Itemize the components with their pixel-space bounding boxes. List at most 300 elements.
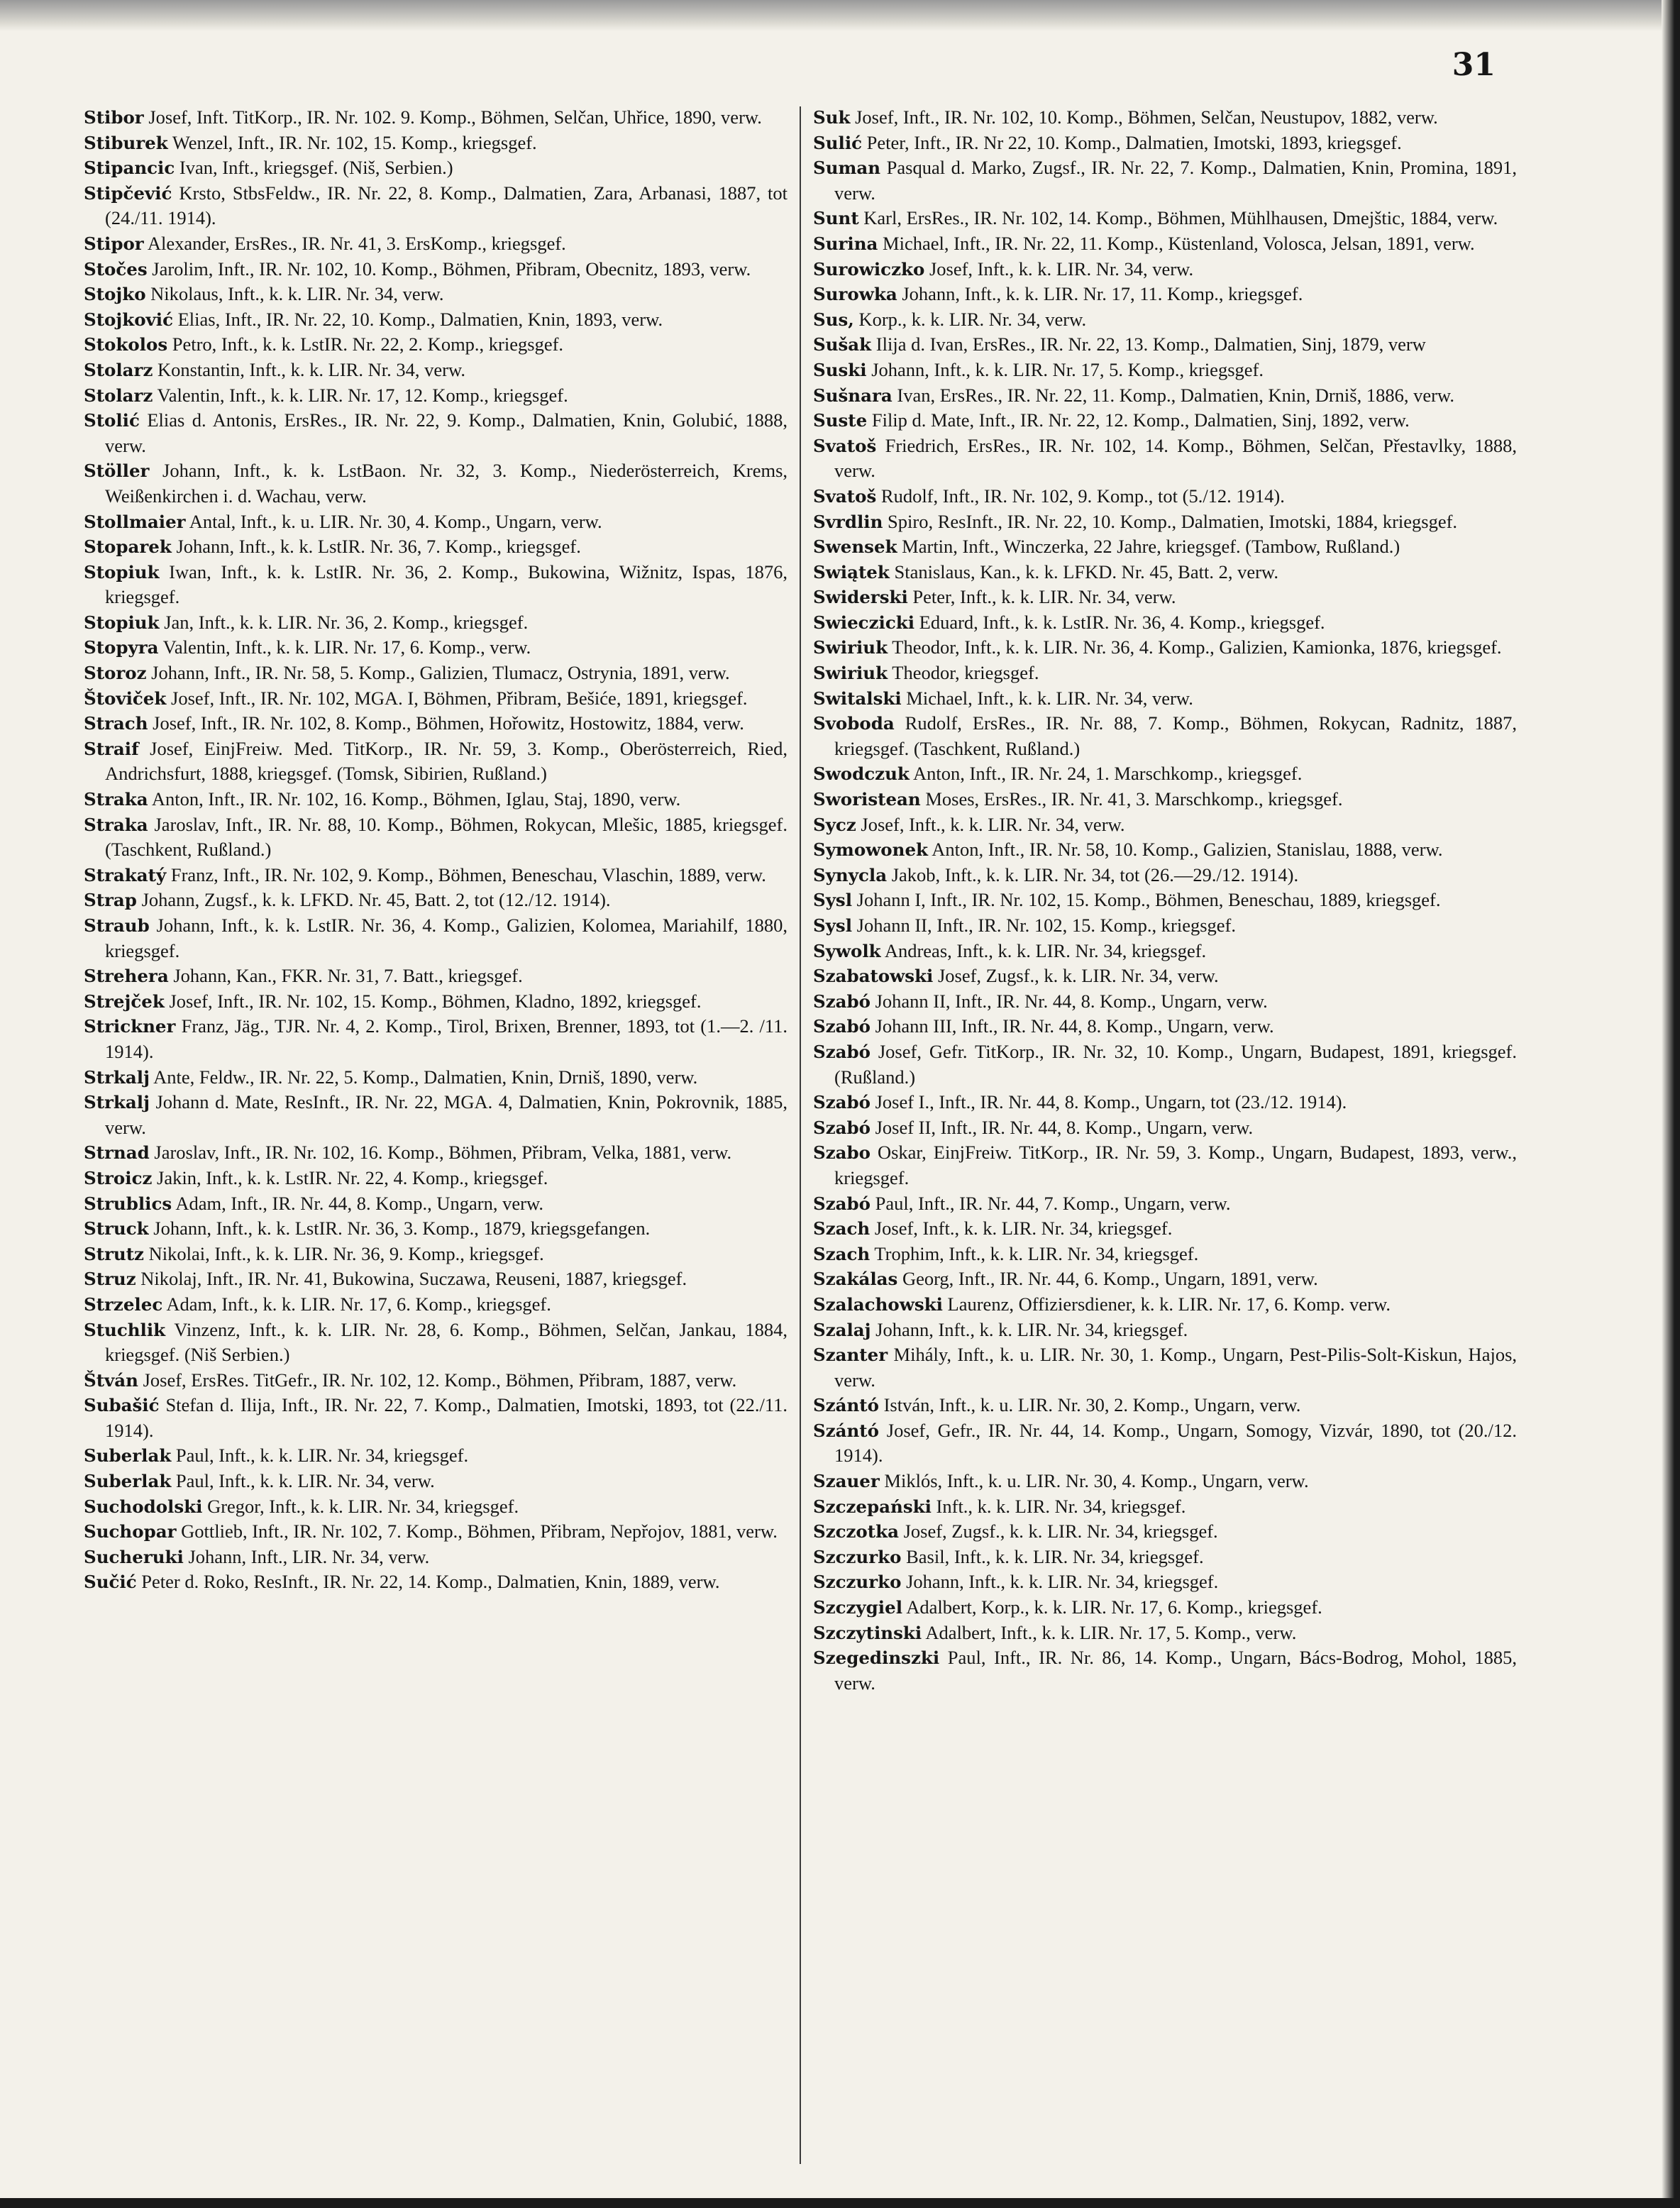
entry-details: Adalbert, Korp., k. k. LIR. Nr. 17, 6. Komp., kriegsgef. (906, 1596, 1322, 1618)
list-item (813, 257, 1517, 282)
entry-surname: Stopiuk (84, 612, 160, 633)
entry-details: Ivan, ErsRes., IR. Nr. 22, 11. Komp., Dalmatien, Knin, Drniš, 1886, verw. (897, 384, 1454, 406)
entry-details: Nikolaus, Inft., k. k. LIR. Nr. 34, verw. (150, 283, 444, 305)
list-item (813, 332, 1517, 358)
entry-surname: Stokolos (84, 334, 168, 355)
list-item (813, 913, 1517, 939)
entry-details: Ante, Feldw., IR. Nr. 22, 5. Komp., Dalmatien, Knin, Drniš, 1890, verw. (153, 1066, 698, 1088)
entry-details: Franz, Jäg., TJR. Nr. 4, 2. Komp., Tirol, Brixen, Brenner, 1893, tot (1.—2. /11. 1914). (105, 1015, 788, 1062)
entry-details: Rudolf, Inft., IR. Nr. 102, 9. Komp., tot (5./12. 1914). (880, 485, 1285, 507)
list-item (813, 1318, 1517, 1343)
list-item (84, 1469, 788, 1494)
list-item (84, 610, 788, 636)
entry-details: Peter, Inft., k. k. LIR. Nr. 34, verw. (912, 586, 1176, 608)
entry-surname: Stiburek (84, 132, 168, 153)
entry-details: Josef, Inft., IR. Nr. 102, 8. Komp., Böhmen, Hořowitz, Hostowitz, 1884, verw. (153, 712, 744, 734)
entry-surname: Szalachowski (813, 1293, 943, 1315)
list-item (813, 711, 1517, 761)
entry-surname: Szabo (813, 1142, 871, 1164)
entry-surname: Swiriuk (813, 637, 888, 658)
entry-surname: Szczygiel (813, 1597, 903, 1618)
list-item (813, 888, 1517, 913)
list-item (84, 1545, 788, 1570)
entry-surname: Stopyra (84, 637, 159, 658)
entry-details: Inft., k. k. LIR. Nr. 34, kriegsgef. (936, 1495, 1186, 1517)
entry-surname: Struz (84, 1269, 136, 1290)
entry-surname: Szauer (813, 1471, 880, 1492)
entry-surname: Sworistean (813, 789, 921, 810)
list-item (84, 1443, 788, 1469)
entry-surname: Szalaj (813, 1319, 871, 1340)
entry-surname: Symowonek (813, 839, 929, 861)
entry-surname: Suchopar (84, 1521, 177, 1542)
entry-details: Adam, Inft., k. k. LIR. Nr. 17, 6. Komp., kriegsgef. (166, 1293, 551, 1315)
entry-details: Elias, Inft., IR. Nr. 22, 10. Komp., Dalmatien, Knin, 1893, verw. (177, 308, 663, 330)
entry-details: Filip d. Mate, Inft., IR. Nr. 22, 12. Komp., Dalmatien, Sinj, 1892, verw. (871, 409, 1410, 431)
entry-details: Friedrich, ErsRes., IR. Nr. 102, 14. Komp., Böhmen, Selčan, Přestavlky, 1888, verw. (834, 434, 1518, 482)
list-item (813, 964, 1517, 989)
entry-details: Johann, Inft., LIR. Nr. 34, verw. (188, 1545, 430, 1567)
entry-details: Karl, ErsRes., IR. Nr. 102, 14. Komp., Böhmen, Mühlhausen, Dmejštic, 1884, verw. (863, 207, 1498, 229)
entry-details: Josef, Inft., k. k. LIR. Nr. 34, verw. (861, 813, 1125, 835)
column-divider (800, 106, 801, 2164)
list-item (813, 1595, 1517, 1621)
list-item (84, 560, 788, 610)
entry-details: Valentin, Inft., k. k. LIR. Nr. 17, 6. Komp., verw. (162, 636, 531, 658)
entry-details: Stanislaus, Kan., k. k. LFKD. Nr. 45, Batt. 2, verw. (894, 561, 1278, 583)
entry-surname: Stojko (84, 284, 146, 305)
page-number: 31 (1452, 47, 1496, 83)
entry-surname: Strickner (84, 1016, 176, 1037)
list-item (84, 1368, 788, 1393)
entry-surname: Szabó (813, 1193, 871, 1214)
entry-surname: Stolarz (84, 359, 153, 380)
entry-surname: Strakatý (84, 864, 167, 885)
list-item (84, 181, 788, 231)
list-item (84, 458, 788, 509)
list-item (84, 1166, 788, 1191)
entry-surname: Strejček (84, 990, 165, 1012)
entry-details: Theodor, kriegsgef. (892, 662, 1039, 684)
list-item (84, 1494, 788, 1520)
entry-details: Josef, Inft. TitKorp., IR. Nr. 102. 9. Komp., Böhmen, Selčan, Uhřice, 1890, verw. (148, 106, 762, 128)
entry-surname: Strkalj (84, 1092, 150, 1113)
entry-surname: Szczytinski (813, 1622, 922, 1643)
entry-details: Josef, Inft., k. k. LIR. Nr. 34, verw. (929, 258, 1194, 280)
list-item (84, 383, 788, 409)
list-item (813, 1393, 1517, 1418)
entry-details: Jakin, Inft., k. k. LstIR. Nr. 22, 4. Komp., kriegsgef. (157, 1166, 548, 1188)
entry-surname: Szabó (813, 1117, 871, 1138)
list-item (84, 913, 788, 964)
entry-details: Konstantin, Inft., k. k. LIR. Nr. 34, verw. (157, 358, 465, 380)
entry-surname: Suchodolski (84, 1496, 203, 1517)
list-item (813, 383, 1517, 409)
entry-details: Gregor, Inft., k. k. LIR. Nr. 34, kriegsgef. (207, 1495, 519, 1517)
entry-surname: Strap (84, 890, 137, 911)
entry-surname: Suski (813, 359, 867, 380)
list-item (813, 560, 1517, 585)
entry-details: Stefan d. Ilija, Inft., IR. Nr. 22, 7. Komp., Dalmatien, Imotski, 1893, tot (22./11. 1914). (105, 1394, 788, 1441)
entry-details: Johann II, Inft., IR. Nr. 44, 8. Komp., Ungarn, verw. (875, 990, 1268, 1012)
entry-details: Johann, Inft., k. k. LstIR. Nr. 36, 7. Komp., kriegsgef. (176, 536, 581, 558)
entry-details: Paul, Inft., k. k. LIR. Nr. 34, verw. (175, 1470, 435, 1492)
list-item (813, 1645, 1517, 1696)
entry-surname: Strnad (84, 1142, 150, 1164)
list-item (84, 1090, 788, 1140)
list-item (84, 1065, 788, 1091)
list-item (84, 307, 788, 333)
entry-details: Josef, Inft., IR. Nr. 102, 15. Komp., Böhmen, Kladno, 1892, kriegsgef. (169, 990, 702, 1012)
entry-surname: Štván (84, 1369, 138, 1391)
entry-surname: Sucheruki (84, 1546, 184, 1567)
entry-details: Paul, Inft., IR. Nr. 44, 7. Komp., Ungarn, verw. (875, 1192, 1231, 1214)
entry-surname: Svatoš (813, 435, 877, 456)
entry-surname: Straif (84, 738, 139, 759)
entry-details: Wenzel, Inft., IR. Nr. 102, 15. Komp., kriegsgef. (172, 131, 537, 153)
entry-surname: Szach (813, 1218, 871, 1240)
entry-surname: Suste (813, 410, 868, 431)
entry-surname: Szántó (813, 1395, 879, 1416)
list-item (813, 1569, 1517, 1595)
list-item (84, 1191, 788, 1217)
list-item (813, 1191, 1517, 1217)
list-item (84, 964, 788, 989)
scan-top-shadow (0, 0, 1680, 31)
list-item (84, 105, 788, 131)
list-item (84, 661, 788, 686)
list-item (813, 282, 1517, 307)
entry-surname: Stočes (84, 258, 148, 280)
entry-surname: Strehera (84, 966, 169, 987)
right-column (813, 105, 1517, 1696)
entry-surname: Swiątek (813, 561, 890, 583)
entry-details: Johann, Inft., IR. Nr. 58, 5. Komp., Galizien, Tlumacz, Ostrynia, 1891, verw. (151, 662, 730, 684)
entry-surname: Suberlak (84, 1471, 172, 1492)
list-item (813, 939, 1517, 964)
entry-surname: Strkalj (84, 1066, 150, 1088)
entry-details: Michael, Inft., k. k. LIR. Nr. 34, verw. (906, 687, 1193, 709)
entry-details: Johann, Kan., FKR. Nr. 31, 7. Batt., kriegsgef. (173, 965, 523, 987)
entry-details: Anton, Inft., IR. Nr. 24, 1. Marschkomp., kriegsgef. (913, 763, 1303, 785)
entry-surname: Szántó (813, 1420, 879, 1441)
list-item (84, 989, 788, 1015)
list-item (84, 1569, 788, 1595)
entry-details: Johann, Inft., k. k. LstIR. Nr. 36, 3. Komp., 1879, kriegsgefangen. (153, 1218, 651, 1240)
entry-surname: Surowiczko (813, 258, 925, 280)
entry-details: Elias d. Antonis, ErsRes., IR. Nr. 22, 9. Komp., Dalmatien, Knin, Golubić, 1888, verw. (105, 409, 788, 456)
list-item (84, 282, 788, 307)
entry-surname: Sušnara (813, 385, 892, 406)
entry-surname: Svoboda (813, 713, 895, 734)
entry-surname: Szegedinszki (813, 1647, 940, 1669)
list-item (813, 1242, 1517, 1267)
entry-details: Josef, ErsRes. TitGefr., IR. Nr. 102, 12. Komp., Böhmen, Přibram, 1887, verw. (143, 1369, 737, 1391)
entry-surname: Sysl (813, 890, 853, 911)
left-column (84, 105, 788, 1595)
entry-surname: Szczurko (813, 1572, 902, 1593)
entry-details: Antal, Inft., k. u. LIR. Nr. 30, 4. Komp., Ungarn, verw. (189, 510, 602, 532)
list-item (84, 888, 788, 913)
entry-surname: Suberlak (84, 1445, 172, 1467)
entry-details: Valentin, Inft., k. k. LIR. Nr. 17, 12. Komp., kriegsgef. (157, 384, 568, 406)
entry-surname: Sulić (813, 132, 863, 153)
list-item (813, 863, 1517, 888)
list-item (84, 1216, 788, 1242)
entry-details: István, Inft., k. u. LIR. Nr. 30, 2. Komp., Ungarn, verw. (883, 1394, 1301, 1416)
entry-surname: Sywolk (813, 940, 881, 961)
entry-details: Josef, Gefr. TitKorp., IR. Nr. 32, 10. Komp., Ungarn, Budapest, 1891, kriegsgef. (Rußland.) (834, 1040, 1517, 1088)
entry-details: Josef, Inft., IR. Nr. 102, MGA. I, Böhmen, Přibram, Bešiće, 1891, kriegsgef. (171, 687, 748, 709)
entry-surname: Szczepański (813, 1496, 932, 1517)
entry-details: Alexander, ErsRes., IR. Nr. 41, 3. ErsKomp., kriegsgef. (147, 232, 566, 254)
list-item (84, 711, 788, 736)
entry-surname: Szczotka (813, 1521, 899, 1542)
list-item (84, 863, 788, 888)
list-item (813, 1418, 1517, 1469)
list-item (813, 1545, 1517, 1570)
list-item (813, 131, 1517, 156)
list-item (813, 231, 1517, 257)
list-item (813, 837, 1517, 863)
entry-surname: Stollmaier (84, 511, 186, 532)
entry-surname: Stroicz (84, 1167, 153, 1188)
entry-details: Moses, ErsRes., IR. Nr. 41, 3. Marschkomp., kriegsgef. (925, 788, 1343, 810)
entry-surname: Svatoš (813, 485, 877, 507)
list-item (813, 408, 1517, 434)
entry-surname: Szabatowski (813, 966, 934, 987)
entry-details: Basil, Inft., k. k. LIR. Nr. 34, kriegsgef. (906, 1545, 1204, 1567)
list-item (84, 257, 788, 282)
entry-details: Michael, Inft., IR. Nr. 22, 11. Komp., Küstenland, Volosca, Jelsan, 1891, verw. (883, 232, 1475, 254)
entry-surname: Stibor (84, 107, 144, 128)
list-item (813, 1115, 1517, 1141)
entry-details: Vinzenz, Inft., k. k. LIR. Nr. 28, 6. Komp., Böhmen, Selčan, Jankau, 1884, kriegsgef. (Niš Serbien.) (105, 1318, 788, 1366)
entry-details: Anton, Inft., IR. Nr. 102, 16. Komp., Böhmen, Iglau, Staj, 1890, verw. (151, 788, 681, 810)
entry-details: Iwan, Inft., k. k. LstIR. Nr. 36, 2. Komp., Bukowina, Wižnitz, Ispas, 1876, kriegsgef. (105, 561, 788, 608)
entry-surname: Stolarz (84, 385, 153, 406)
entry-details: Jakob, Inft., k. k. LIR. Nr. 34, tot (26.—29./12. 1914). (891, 863, 1299, 885)
entry-surname: Stipor (84, 233, 144, 254)
entry-surname: Subašić (84, 1395, 160, 1416)
entry-details: Pasqual d. Marko, Zugsf., IR. Nr. 22, 7. Komp., Dalmatien, Knin, Promina, 1891, verw. (834, 157, 1518, 204)
list-item (813, 434, 1517, 484)
entry-surname: Sycz (813, 814, 856, 835)
entry-details: Gottlieb, Inft., IR. Nr. 102, 7. Komp., Böhmen, Přibram, Nepřojov, 1881, verw. (181, 1520, 778, 1542)
entry-surname: Swensek (813, 536, 897, 558)
entry-surname: Switalski (813, 688, 902, 709)
entry-details: Jaroslav, Inft., IR. Nr. 88, 10. Komp., Böhmen, Rokycan, Mlešic, 1885, kriegsgef. (Taschkent, Rußland.) (105, 813, 788, 861)
entry-surname: Sysl (813, 915, 853, 936)
entry-surname: Synycla (813, 864, 888, 885)
entry-surname: Sus, (813, 309, 854, 330)
entry-surname: Szanter (813, 1345, 888, 1366)
entry-surname: Sunt (813, 208, 859, 229)
entry-surname: Stojković (84, 309, 173, 330)
list-item (813, 761, 1517, 787)
entry-surname: Suman (813, 158, 881, 179)
entry-details: Johann, Inft., k. k. LstBaon. Nr. 32, 3. Komp., Niederösterreich, Krems, Weißenkirchen i. d. Wachau, verw. (105, 460, 788, 507)
entry-surname: Straka (84, 789, 148, 810)
list-item (84, 1318, 788, 1368)
entry-surname: Struck (84, 1218, 149, 1240)
entry-surname: Szczurko (813, 1546, 902, 1567)
list-item (84, 1393, 788, 1443)
list-item (84, 1140, 788, 1166)
entry-details: Anton, Inft., IR. Nr. 58, 10. Komp., Galizien, Stanislau, 1888, verw. (932, 839, 1443, 861)
entry-surname: Swiriuk (813, 663, 888, 684)
entry-details: Petro, Inft., k. k. LstIR. Nr. 22, 2. Komp., kriegsgef. (172, 333, 564, 355)
list-item (813, 661, 1517, 686)
entry-surname: Stolić (84, 410, 140, 431)
entry-surname: Strzelec (84, 1293, 163, 1315)
list-item (813, 610, 1517, 636)
entry-surname: Stöller (84, 460, 150, 482)
list-item (813, 1342, 1517, 1393)
list-item (84, 686, 788, 712)
list-item (84, 408, 788, 458)
scan-bottom-edge (0, 2198, 1680, 2208)
list-item (813, 1519, 1517, 1545)
entry-details: Jarolim, Inft., IR. Nr. 102, 10. Komp., Böhmen, Přibram, Obecnitz, 1893, verw. (152, 258, 751, 280)
entry-details: Trophim, Inft., k. k. LIR. Nr. 34, kriegsgef. (874, 1242, 1199, 1264)
entry-surname: Štoviček (84, 688, 167, 709)
entry-details: Josef, Zugsf., k. k. LIR. Nr. 34, verw. (937, 965, 1219, 987)
entry-details: Adam, Inft., IR. Nr. 44, 8. Komp., Ungarn, verw. (175, 1192, 543, 1214)
entry-surname: Stoparek (84, 536, 172, 558)
entry-details: Peter, Inft., IR. Nr 22, 10. Komp., Dalmatien, Imotski, 1893, kriegsgef. (866, 131, 1402, 153)
entry-details: Paul, Inft., k. k. LIR. Nr. 34, kriegsgef. (175, 1445, 469, 1467)
entry-surname: Surina (813, 233, 878, 254)
entry-surname: Straka (84, 814, 148, 835)
list-item (813, 635, 1517, 661)
list-item (813, 1292, 1517, 1318)
list-item (813, 812, 1517, 838)
entry-details: Johann, Inft., k. k. LstIR. Nr. 36, 4. Komp., Galizien, Kolomea, Mariahilf, 1880, kriegsgef. (105, 915, 788, 961)
entry-details: Eduard, Inft., k. k. LstIR. Nr. 36, 4. Komp., kriegsgef. (919, 611, 1325, 633)
entry-surname: Szach (813, 1243, 871, 1264)
entry-details: Josef I., Inft., IR. Nr. 44, 8. Komp., Ungarn, tot (23./12. 1914). (875, 1091, 1347, 1113)
entry-surname: Szabó (813, 990, 871, 1012)
list-item (84, 358, 788, 383)
list-item (84, 1519, 788, 1545)
list-item (84, 1242, 788, 1267)
list-item (813, 509, 1517, 535)
entry-details: Mihály, Inft., k. u. LIR. Nr. 30, 1. Komp., Ungarn, Pest-Pilis-Solt-Kiskun, Hajos, verw. (834, 1344, 1518, 1391)
list-item (84, 812, 788, 863)
entry-surname: Stipancic (84, 158, 175, 179)
entry-surname: Stuchlik (84, 1319, 166, 1340)
list-item (813, 1494, 1517, 1520)
entry-surname: Strublics (84, 1193, 172, 1214)
list-item (84, 736, 788, 787)
entry-details: Josef, Gefr., IR. Nr. 44, 14. Komp., Ungarn, Somogy, Vizvár, 1890, tot (20./12. 1914). (834, 1419, 1517, 1467)
list-item (84, 787, 788, 812)
entry-details: Peter d. Roko, ResInft., IR. Nr. 22, 14. Komp., Dalmatien, Knin, 1889, verw. (141, 1571, 720, 1593)
entry-details: Ivan, Inft., kriegsgef. (Niš, Serbien.) (179, 157, 453, 179)
entry-surname: Storoz (84, 663, 147, 684)
entry-surname: Sušak (813, 334, 872, 355)
entry-details: Johann, Inft., k. k. LIR. Nr. 17, 5. Komp., kriegsgef. (871, 358, 1264, 380)
list-item (813, 1090, 1517, 1115)
list-item (84, 1014, 788, 1064)
list-item (813, 686, 1517, 712)
list-item (84, 1266, 788, 1292)
entry-details: Krsto, StbsFeldw., IR. Nr. 22, 8. Komp., Dalmatien, Zara, Arbanasi, 1887, tot (24./11. 1914). (105, 182, 788, 229)
list-item (84, 131, 788, 156)
entry-details: Spiro, ResInft., IR. Nr. 22, 10. Komp., Dalmatien, Imotski, 1884, kriegsgef. (888, 510, 1458, 532)
scan-right-edge (1662, 0, 1680, 2208)
list-item (813, 155, 1517, 206)
entry-surname: Szabó (813, 1092, 871, 1113)
entry-details: Martin, Inft., Winczerka, 22 Jahre, kriegsgef. (Tambow, Rußland.) (902, 536, 1400, 558)
list-item (813, 1216, 1517, 1242)
entry-surname: Strutz (84, 1243, 144, 1264)
entry-surname: Swodczuk (813, 763, 910, 785)
entry-surname: Swieczicki (813, 612, 915, 633)
list-item (813, 484, 1517, 509)
entry-details: Josef, Zugsf., k. k. LIR. Nr. 34, kriegsgef. (903, 1520, 1218, 1542)
list-item (813, 206, 1517, 231)
entry-details: Laurenz, Offiziersdiener, k. k. LIR. Nr. 17, 6. Komp. verw. (947, 1293, 1391, 1315)
entry-details: Adalbert, Inft., k. k. LIR. Nr. 17, 5. Komp., verw. (925, 1621, 1297, 1643)
entry-details: Johann, Inft., k. k. LIR. Nr. 34, kriegsgef. (875, 1318, 1188, 1340)
list-item (813, 1266, 1517, 1292)
list-item (813, 534, 1517, 560)
list-item (813, 105, 1517, 131)
entry-details: Rudolf, ErsRes., IR. Nr. 88, 7. Komp., Böhmen, Rokycan, Radnitz, 1887, kriegsgef. (Taschkent, Rußland.) (834, 712, 1517, 759)
list-item (813, 989, 1517, 1015)
entry-details: Ilija d. Ivan, ErsRes., IR. Nr. 22, 13. Komp., Dalmatien, Sinj, 1879, verw (875, 333, 1426, 355)
entry-surname: Szabó (813, 1016, 871, 1037)
entry-details: Nikolai, Inft., k. k. LIR. Nr. 36, 9. Komp., kriegsgef. (148, 1242, 544, 1264)
list-item (813, 1469, 1517, 1494)
entry-details: Korp., k. k. LIR. Nr. 34, verw. (858, 308, 1087, 330)
entry-surname: Szabó (813, 1041, 871, 1062)
entry-surname: Stopiuk (84, 561, 160, 583)
entry-details: Jan, Inft., k. k. LIR. Nr. 36, 2. Komp., kriegsgef. (164, 611, 529, 633)
list-item (813, 307, 1517, 333)
list-item (84, 534, 788, 560)
list-item (84, 635, 788, 661)
entry-surname: Swiderski (813, 587, 908, 608)
entry-details: Paul, Inft., IR. Nr. 86, 14. Komp., Ungarn, Bács-Bodrog, Mohol, 1885, verw. (834, 1647, 1517, 1694)
list-item (813, 358, 1517, 383)
entry-details: Franz, Inft., IR. Nr. 102, 9. Komp., Böhmen, Beneschau, Vlaschin, 1889, verw. (170, 863, 766, 885)
entry-details: Johann, Inft., k. k. LIR. Nr. 34, kriegsgef. (906, 1571, 1219, 1593)
list-item (84, 1292, 788, 1318)
entry-details: Johann I, Inft., IR. Nr. 102, 15. Komp., Böhmen, Beneschau, 1889, kriegsgef. (856, 889, 1441, 911)
list-item (813, 1140, 1517, 1191)
entry-details: Josef II, Inft., IR. Nr. 44, 8. Komp., Ungarn, verw. (875, 1116, 1254, 1138)
list-item (813, 1014, 1517, 1039)
entry-details: Andreas, Inft., k. k. LIR. Nr. 34, kriegsgef. (884, 939, 1207, 961)
entry-surname: Svrdlin (813, 511, 883, 532)
entry-details: Georg, Inft., IR. Nr. 44, 6. Komp., Ungarn, 1891, verw. (902, 1268, 1318, 1290)
list-item (813, 1039, 1517, 1090)
entry-details: Johann II, Inft., IR. Nr. 102, 15. Komp., kriegsgef. (856, 915, 1236, 936)
entry-details: Johann d. Mate, ResInft., IR. Nr. 22, MGA. 4, Dalmatien, Knin, Pokrovnik, 1885, verw. (105, 1091, 788, 1138)
list-item (813, 1621, 1517, 1646)
entry-details: Nikolaj, Inft., IR. Nr. 41, Bukowina, Suczawa, Reuseni, 1887, kriegsgef. (140, 1268, 687, 1290)
list-item (84, 332, 788, 358)
entry-details: Johann III, Inft., IR. Nr. 44, 8. Komp., Ungarn, verw. (875, 1015, 1274, 1037)
entry-details: Miklós, Inft., k. u. LIR. Nr. 30, 4. Komp., Ungarn, verw. (884, 1470, 1309, 1492)
entry-surname: Strach (84, 713, 148, 734)
list-item (84, 231, 788, 257)
entry-surname: Szakálas (813, 1269, 898, 1290)
entry-details: Johann, Inft., k. k. LIR. Nr. 17, 11. Komp., kriegsgef. (902, 283, 1303, 305)
